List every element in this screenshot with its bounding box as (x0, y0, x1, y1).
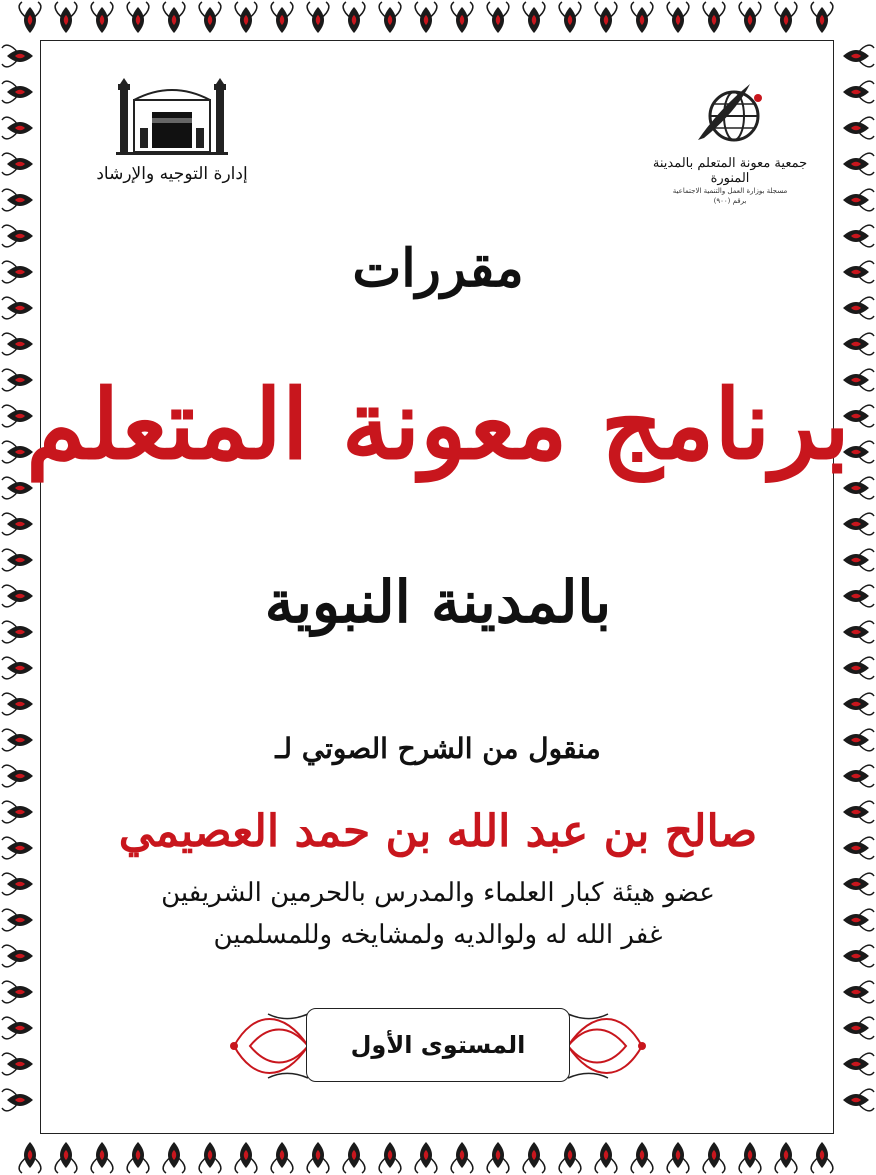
border-motif (2, 45, 33, 67)
border-motif (2, 1053, 33, 1075)
border-motif (843, 981, 874, 1003)
border-motif (307, 1142, 329, 1173)
border-motif (703, 2, 725, 33)
border-motif (631, 1142, 653, 1173)
border-motif (415, 1142, 437, 1173)
border-motif (271, 1142, 293, 1173)
level-box (306, 1008, 570, 1082)
border-motif (559, 2, 581, 33)
border-motif (2, 981, 33, 1003)
border-motif (843, 297, 874, 319)
border-motif (163, 2, 185, 33)
source-line: منقول من الشرح الصوتي لـ (275, 732, 601, 765)
border-motif (91, 2, 113, 33)
border-motif (487, 1142, 509, 1173)
border-motif (2, 693, 33, 715)
border-motif (2, 1017, 33, 1039)
border-motif (2, 117, 33, 139)
author-supplication: غفر الله له ولوالديه ولمشايخه وللمسلمين (213, 920, 663, 950)
border-motif (163, 1142, 185, 1173)
border-motif (811, 2, 833, 33)
border-motif (523, 2, 545, 33)
border-motif (843, 189, 874, 211)
border-motif (523, 1142, 545, 1173)
border-motif (2, 153, 33, 175)
border-motif (667, 2, 689, 33)
border-motif (379, 2, 401, 33)
border-motif (775, 2, 797, 33)
border-motif (271, 2, 293, 33)
border-motif (667, 1142, 689, 1173)
program-title: برنامج معونة المتعلم (26, 368, 850, 481)
border-motif (775, 1142, 797, 1173)
border-motif (199, 2, 221, 33)
association-registration-number: برقم (٩٠٠) (713, 197, 747, 205)
border-motif (2, 513, 33, 535)
border-motif (631, 2, 653, 33)
border-motif (739, 1142, 761, 1173)
border-motif (2, 765, 33, 787)
border-motif (811, 1142, 833, 1173)
border-motif (739, 2, 761, 33)
border-motif (127, 2, 149, 33)
mosque-kaaba-icon (112, 78, 232, 156)
border-motif (487, 2, 509, 33)
border-motif (843, 513, 874, 535)
border-motif (235, 2, 257, 33)
border-motif (91, 1142, 113, 1173)
border-motif (843, 657, 874, 679)
level-plaque (224, 1000, 652, 1092)
border-motif (843, 1089, 874, 1111)
border-motif (595, 2, 617, 33)
border-motif (55, 1142, 77, 1173)
border-motif (19, 2, 41, 33)
border-motif (127, 1142, 149, 1173)
border-motif (843, 45, 874, 67)
border-motif (2, 657, 33, 679)
border-motif (307, 2, 329, 33)
border-motif (451, 1142, 473, 1173)
place-title: بالمدينة النبوية (264, 568, 612, 636)
border-motif (2, 297, 33, 319)
border-motif (843, 81, 874, 103)
association-registration-note: مسجلة بوزارة العمل والتنمية الاجتماعية (672, 187, 788, 195)
globe-quill-icon (690, 78, 770, 148)
border-motif (843, 693, 874, 715)
border-motif (19, 1142, 41, 1173)
border-motif (703, 1142, 725, 1173)
association-logo (640, 78, 820, 206)
guidance-department-caption: إدارة التوجيه والإرشاد (96, 164, 248, 184)
border-motif (843, 1017, 874, 1039)
border-motif (199, 1142, 221, 1173)
border-motif (843, 153, 874, 175)
border-motif (235, 1142, 257, 1173)
border-motif (379, 1142, 401, 1173)
border-motif (559, 1142, 581, 1173)
title-prefix: مقررات (352, 238, 524, 299)
border-motif (2, 1089, 33, 1111)
border-motif (843, 117, 874, 139)
guidance-department-logo (62, 78, 282, 184)
border-motif (415, 2, 437, 33)
author-description: عضو هيئة كبار العلماء والمدرس بالحرمين الشريفين (161, 878, 715, 908)
border-motif (2, 189, 33, 211)
border-motif (2, 81, 33, 103)
author-name: صالح بن عبد الله بن حمد العصيمي (118, 806, 758, 857)
association-caption: جمعية معونة المتعلم بالمدينة المنورة (652, 156, 808, 186)
border-motif (595, 1142, 617, 1173)
border-motif (55, 2, 77, 33)
border-motif (843, 765, 874, 787)
border-motif (343, 1142, 365, 1173)
level-label: المستوى الأول (350, 1031, 526, 1059)
border-motif (451, 2, 473, 33)
border-motif (843, 1053, 874, 1075)
border-motif (343, 2, 365, 33)
